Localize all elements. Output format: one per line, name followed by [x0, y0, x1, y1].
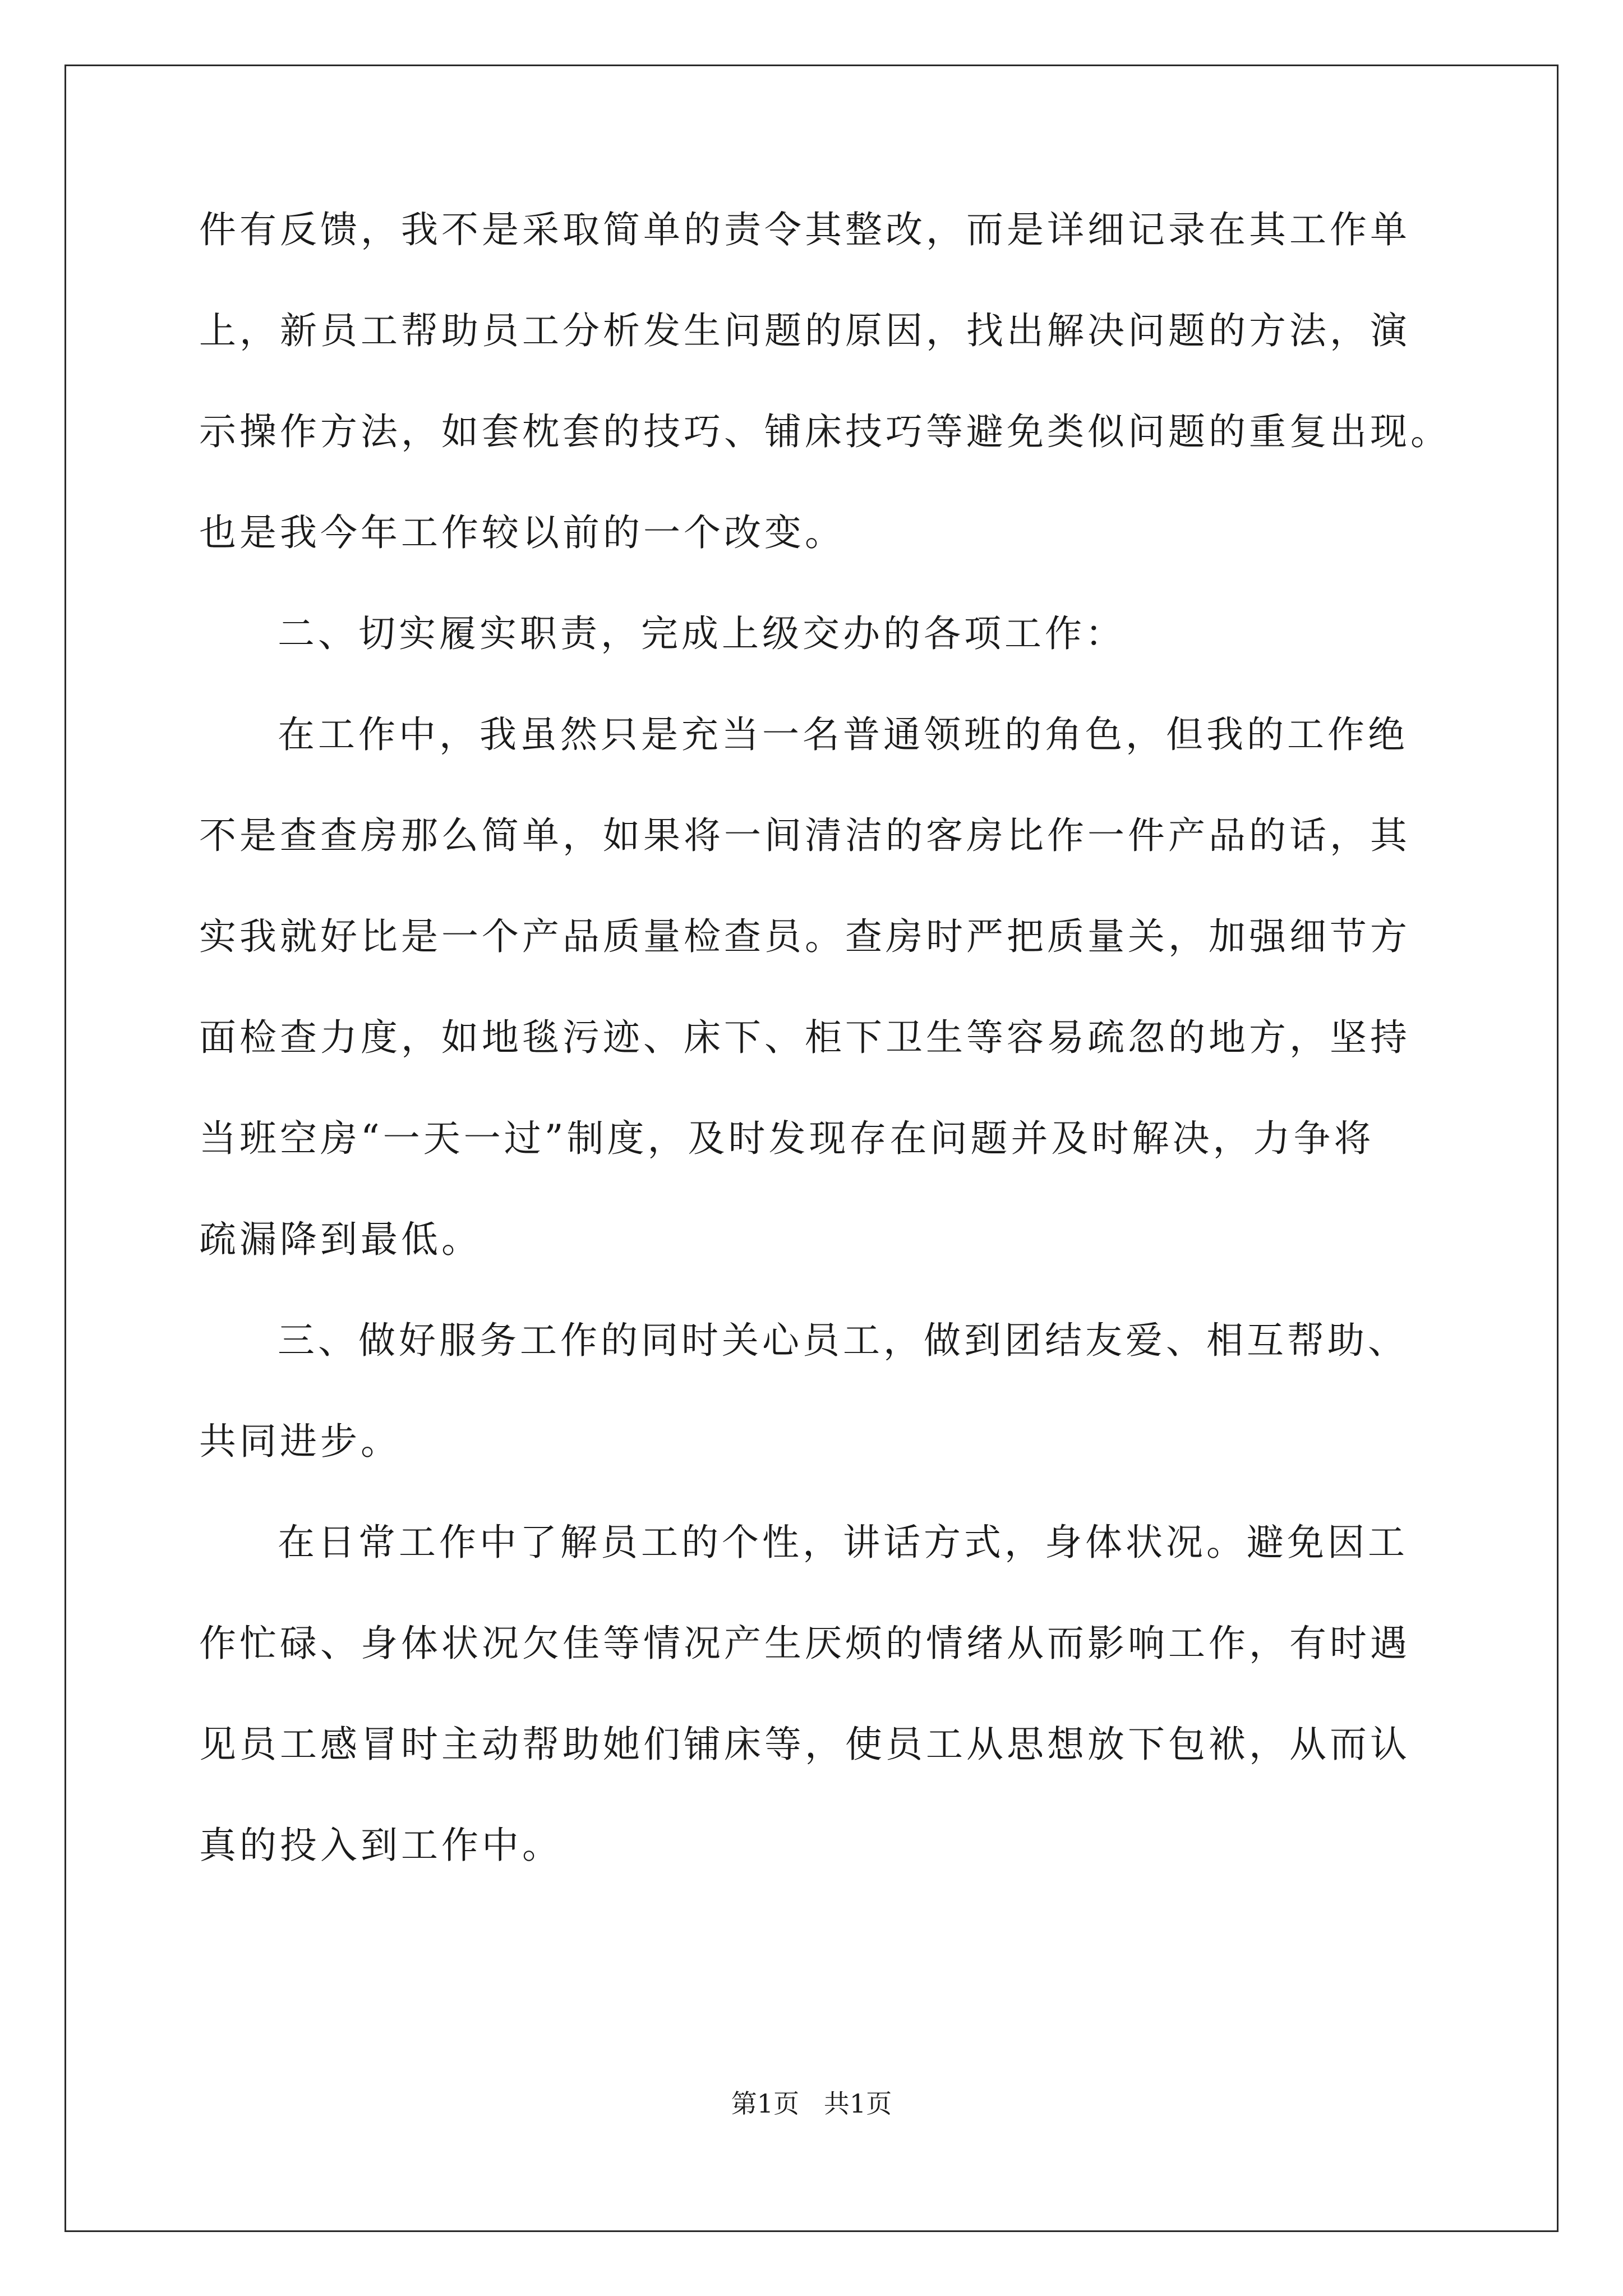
- text-line: 在日常工作中了解员工的个性，讲话方式，身体状况。避免因工: [278, 1521, 1408, 1564]
- text-line: 真的投入到工作中。: [199, 1824, 562, 1867]
- text-line: 件有反馈，我不是采取简单的责令其整改，而是详细记录在其工作单: [199, 208, 1410, 251]
- text-line: 也是我今年工作较以前的一个改变。: [199, 511, 845, 554]
- section-heading: 三、做好服务工作的同时关心员工，做到团结友爱、相互帮助、: [278, 1319, 1408, 1362]
- text-line: 当班空房“一天一过”制度，及时发现存在问题并及时解决，力争将: [199, 1117, 1375, 1160]
- text-line: 不是查查房那么简单，如果将一间清洁的客房比作一件产品的话，其: [199, 814, 1410, 857]
- section-heading: 二、切实履实职责，完成上级交办的各项工作：: [278, 612, 1126, 655]
- text-line: 共同进步。: [199, 1420, 401, 1463]
- text-line: 疏漏降到最低。: [199, 1218, 482, 1261]
- text-line: 实我就好比是一个产品质量检查员。查房时严把质量关，加强细节方: [199, 915, 1410, 958]
- text-line: 见员工感冒时主动帮助她们铺床等，使员工从思想放下包袱，从而认: [199, 1723, 1410, 1766]
- page-footer: 第1页 共1页: [731, 2088, 892, 2119]
- text-line: 作忙碌、身体状况欠佳等情况产生厌烦的情绪从而影响工作，有时遇: [199, 1622, 1410, 1665]
- text-line: 在工作中，我虽然只是充当一名普通领班的角色，但我的工作绝: [278, 713, 1408, 756]
- text-line: 示操作方法，如套枕套的技巧、铺床技巧等避免类似问题的重复出现。: [199, 410, 1451, 453]
- text-line: 面检查力度，如地毯污迹、床下、柜下卫生等容易疏忽的地方，坚持: [199, 1016, 1410, 1059]
- text-line: 上，新员工帮助员工分析发生问题的原因，找出解决问题的方法，演: [199, 309, 1410, 352]
